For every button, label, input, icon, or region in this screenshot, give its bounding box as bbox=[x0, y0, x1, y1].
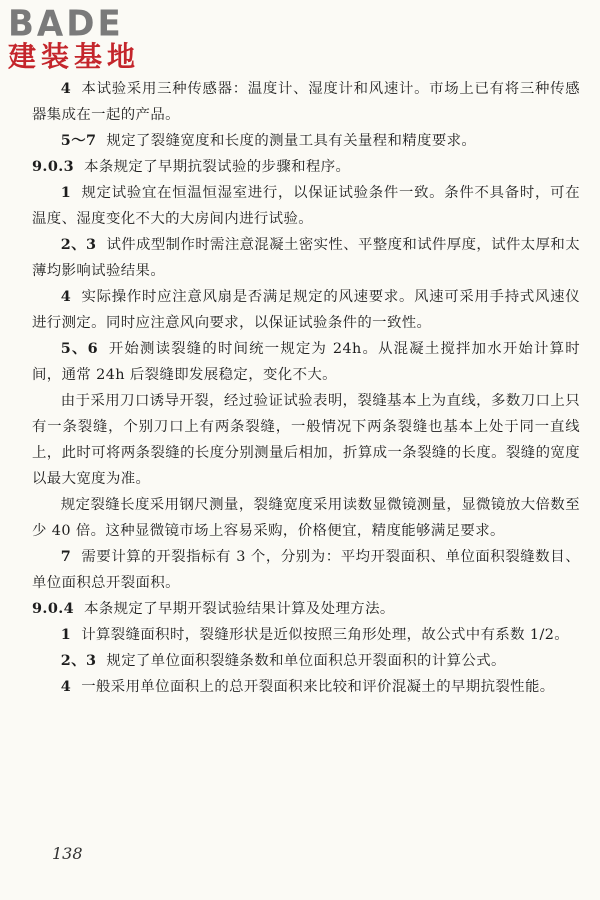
paragraph bbox=[32, 232, 580, 284]
section-number: 9.0.4 bbox=[32, 600, 75, 617]
item-number: 4 bbox=[60, 288, 72, 305]
section-heading bbox=[32, 596, 580, 622]
paragraph-text: 开始测读裂缝的时间统一规定为 24h。从混凝土搅拌加水开始计算时间，通常 24h 后裂缝即发展稳定，变化不大。 bbox=[32, 341, 580, 383]
paragraph bbox=[32, 674, 580, 700]
paragraph-text: 试件成型制作时需注意混凝土密实性、平整度和试件厚度，试件太厚和太薄均影响试验结果。 bbox=[32, 237, 580, 279]
paragraph-text: 本试验采用三种传感器：温度计、湿度计和风速计。市场上已有将三种传感器集成在一起的产品。 bbox=[32, 81, 580, 123]
logo-text-en: BADE bbox=[8, 2, 124, 45]
item-number: 2、3 bbox=[60, 236, 97, 253]
item-number: 4 bbox=[60, 80, 72, 97]
paragraph bbox=[32, 388, 580, 492]
logo-text-cn: 建装基地 bbox=[8, 40, 141, 73]
paragraph bbox=[32, 544, 580, 596]
paragraph-text: 实际操作时应注意风扇是否满足规定的风速要求。风速可采用手持式风速仪进行测定。同时应注意风向要求，以保证试验条件的一致性。 bbox=[32, 289, 580, 331]
paragraph-text: 一般采用单位面积上的总开裂面积来比较和评价混凝土的早期抗裂性能。 bbox=[81, 679, 555, 695]
paragraph-text: 规定试验宜在恒温恒湿室进行，以保证试验条件一致。条件不具备时，可在温度、湿度变化不大的大房间内进行试验。 bbox=[32, 185, 580, 227]
paragraph-text: 规定了单位面积裂缝条数和单位面积总开裂面积的计算公式。 bbox=[106, 653, 506, 669]
item-number: 5～7 bbox=[60, 132, 97, 149]
item-number: 7 bbox=[60, 548, 72, 565]
document-body bbox=[32, 76, 580, 700]
page-number: 138 bbox=[52, 844, 83, 863]
paragraph-text: 规定裂缝长度采用钢尺测量，裂缝宽度采用读数显微镜测量，显微镜放大倍数至少 40 倍。这种显微镜市场上容易采购，价格便宜，精度能够满足要求。 bbox=[32, 497, 580, 539]
paragraph-text: 计算裂缝面积时，裂缝形状是近似按照三角形处理，故公式中有系数 1/2。 bbox=[81, 627, 570, 643]
paragraph bbox=[32, 336, 580, 388]
paragraph-text: 本条规定了早期抗裂试验的步骤和程序。 bbox=[84, 159, 351, 175]
paragraph bbox=[32, 284, 580, 336]
paragraph bbox=[32, 180, 580, 232]
paragraph-text: 本条规定了早期开裂试验结果计算及处理方法。 bbox=[84, 601, 395, 617]
paragraph bbox=[32, 622, 580, 648]
item-number: 1 bbox=[60, 184, 72, 201]
paragraph bbox=[32, 492, 580, 544]
paragraph-text: 由于采用刀口诱导开裂，经过验证试验表明，裂缝基本上为直线，多数刀口上只有一条裂缝，个别刀口上有两条裂缝，一般情况下两条裂缝也基本上处于同一直线上，此时可将两条裂缝的长度分别测量后相加，折算成一条裂缝的长度。裂缝的宽度以最大宽度为准。 bbox=[32, 393, 580, 487]
paragraph bbox=[32, 128, 580, 154]
item-number: 2、3 bbox=[60, 652, 97, 669]
item-number: 5、6 bbox=[60, 340, 99, 357]
paragraph bbox=[32, 76, 580, 128]
paragraph bbox=[32, 648, 580, 674]
section-number: 9.0.3 bbox=[32, 158, 75, 175]
item-number: 1 bbox=[60, 626, 72, 643]
paragraph-text: 规定了裂缝宽度和长度的测量工具有关量程和精度要求。 bbox=[106, 133, 477, 149]
bade-logo bbox=[8, 4, 188, 84]
item-number: 4 bbox=[60, 678, 72, 695]
section-heading bbox=[32, 154, 580, 180]
paragraph-text: 需要计算的开裂指标有 3 个，分别为：平均开裂面积、单位面积裂缝数目、单位面积总开裂面积。 bbox=[32, 549, 580, 591]
